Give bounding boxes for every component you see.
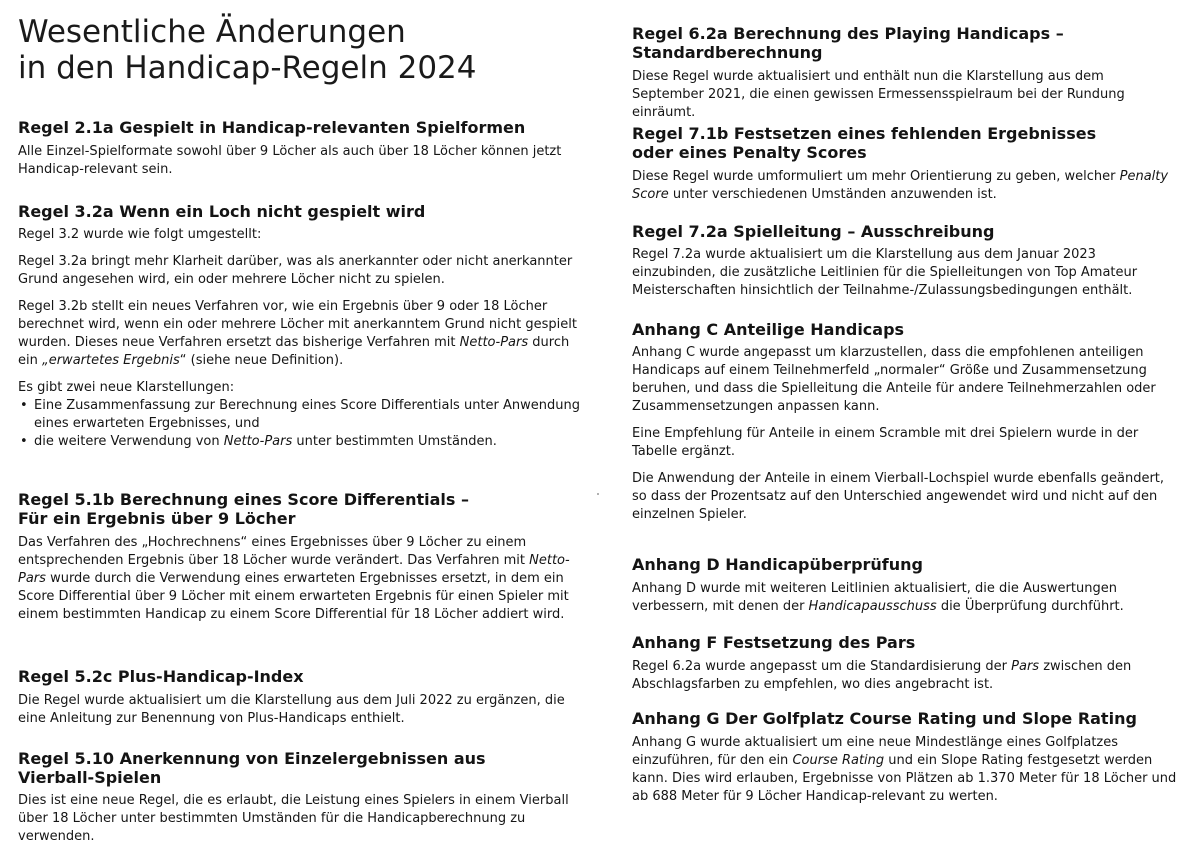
speck	[597, 493, 599, 495]
section-anhang-c	[632, 320, 1177, 524]
section-regel-6-2a	[632, 24, 1177, 122]
section-text: Dies ist eine neue Regel, die es erlaubt, die Leistung eines Spielers in einem Vierball über 18 Löcher unter bestimmten Umständen für die Handicapberechnung zu verwenden.	[18, 793, 569, 844]
section-text: Anhang C wurde angepasst um klarzustellen, dass die empfohlenen anteiligen Handicaps auf einem Teilnehmerfeld „normaler“ Größe und Zusammensetzung beruhen, und dass die Spielleitung die Anteile für andere Teilnehmerzahlen oder Zusammensetzungen anpassen kann.	[632, 345, 1156, 414]
section-heading: Anhang D Handicapüberprüfung	[632, 555, 923, 574]
section-text: Diese Regel wurde aktualisiert und enthält nun die Klarstellung aus dem September 2021, die einen gewissen Ermessensspielraum bei der Rundung einräumt.	[632, 69, 1125, 120]
section-text: Eine Empfehlung für Anteile in einem Scramble mit drei Spielern wurde in der Tabelle ergänzt.	[632, 426, 1139, 459]
section-heading: Regel 5.2c Plus-Handicap-Index	[18, 667, 304, 686]
section-regel-5-1b	[18, 490, 583, 624]
list-item: • die weitere Verwendung von Netto-Pars unter bestimmten Umständen.	[34, 433, 583, 451]
section-regel-3-2a	[18, 202, 583, 451]
section-text: Regel 3.2b stellt ein neues Verfahren vor, wie ein Ergebnis über 9 oder 18 Löcher berechnet wird, wenn ein oder mehrere Löcher mit anerkanntem Grund nicht gespielt wurden. Dieses neue Verfahren ersetzt das bisherige Verfahren mit Netto-Pars durch ein „erwartetes Ergebnis“ (siehe neue Definition).	[18, 299, 577, 368]
section-regel-5-2c	[18, 667, 583, 728]
section-heading: Regel 5.10 Anerkennung von Einzelergebnissen aus Vierball-Spielen	[18, 749, 486, 787]
bullet-list	[18, 397, 583, 451]
section-heading: Regel 6.2a Berechnung des Playing Handicaps – Standardberechnung	[632, 24, 1064, 62]
list-item: • Eine Zusammenfassung zur Berechnung eines Score Differentials unter Anwendung eines erwarteten Ergebnisses, und	[34, 397, 583, 433]
section-heading: Regel 3.2a Wenn ein Loch nicht gespielt wird	[18, 202, 426, 221]
section-anhang-f	[632, 633, 1177, 694]
section-text: Regel 7.2a wurde aktualisiert um die Klarstellung aus dem Januar 2023 einzubinden, die zusätzliche Leitlinien für die Spielleitungen von Top Amateur Meisterschaften hinsichtlich der Teilnahme-/Zulassungsbedingungen enthält.	[632, 247, 1138, 298]
section-text: Regel 3.2 wurde wie folgt umgestellt:	[18, 227, 262, 242]
section-text: Die Regel wurde aktualisiert um die Klarstellung aus dem Juli 2022 zu ergänzen, die eine Anleitung zur Benennung von Plus-Handicaps enthielt.	[18, 693, 565, 726]
section-heading: Regel 5.1b Berechnung eines Score Differentials – Für ein Ergebnis über 9 Löcher	[18, 490, 469, 528]
section-anhang-g	[632, 709, 1177, 806]
section-text: Es gibt zwei neue Klarstellungen:	[18, 380, 235, 395]
left-column	[18, 0, 583, 844]
section-heading: Regel 7.1b Festsetzen eines fehlenden Ergebnisses oder eines Penalty Scores	[632, 124, 1097, 162]
section-heading: Anhang F Festsetzung des Pars	[632, 633, 916, 652]
section-text: Regel 3.2a bringt mehr Klarheit darüber, was als anerkannter oder nicht anerkannter Grund angesehen wird, ein oder mehrere Löcher nicht zu spielen.	[18, 254, 573, 287]
section-text: Diese Regel wurde umformuliert um mehr Orientierung zu geben, welcher Penalty Score unter verschiedenen Umständen anzuwenden ist.	[632, 169, 1169, 202]
page-title: Wesentliche Änderungen in den Handicap-Regeln 2024	[18, 14, 477, 86]
section-text: Das Verfahren des „Hochrechnens“ eines Ergebnisses über 9 Löcher zu einem entsprechenden Ergebnis über 18 Löcher wurde verändert. Das Verfahren mit Netto-Pars wurde durch die Verwendung eines erwarteten Ergebnisses ersetzt, in dem ein Score Differential über 9 Löcher mit einem erwarteten Ergebnis für einen Spieler mit einem bestimmten Handicap zu einem Score Differential für 18 Löcher addiert wird.	[18, 535, 570, 622]
section-text: Anhang G wurde aktualisiert um eine neue Mindestlänge eines Golfplatzes einzuführen, für den ein Course Rating und ein Slope Rating festgesetzt werden kann. Dies wird erlauben, Ergebnisse von Plätzen ab 1.370 Meter für 18 Löcher und ab 688 Meter für 9 Löcher Handicap-relevant zu werten.	[632, 735, 1177, 804]
section-heading: Regel 2.1a Gespielt in Handicap-relevanten Spielformen	[18, 118, 526, 137]
section-text: Alle Einzel-Spielformate sowohl über 9 Löcher als auch über 18 Löcher können jetzt Handicap-relevant sein.	[18, 144, 562, 177]
section-text: Die Anwendung der Anteile in einem Vierball-Lochspiel wurde ebenfalls geändert, so dass der Prozentsatz auf den Unterschied angewendet wird und nicht auf den einzelnen Spieler.	[632, 471, 1165, 522]
section-regel-5-10	[18, 749, 583, 846]
section-heading: Anhang C Anteilige Handicaps	[632, 320, 905, 339]
section-heading: Regel 7.2a Spielleitung – Ausschreibung	[632, 222, 995, 241]
section-regel-7-2a	[632, 222, 1177, 300]
section-heading: Anhang G Der Golfplatz Course Rating und Slope Rating	[632, 709, 1137, 728]
section-anhang-d	[632, 555, 1177, 616]
section-text: Anhang D wurde mit weiteren Leitlinien aktualisiert, die die Auswertungen verbessern, mit denen der Handicapausschuss die Überprüfung durchführt.	[632, 581, 1124, 614]
section-regel-2-1a	[18, 118, 583, 179]
section-regel-7-1b	[632, 124, 1177, 204]
section-text: Regel 6.2a wurde angepasst um die Standardisierung der Pars zwischen den Abschlagsfarben zu empfehlen, wo dies angebracht ist.	[632, 659, 1132, 692]
